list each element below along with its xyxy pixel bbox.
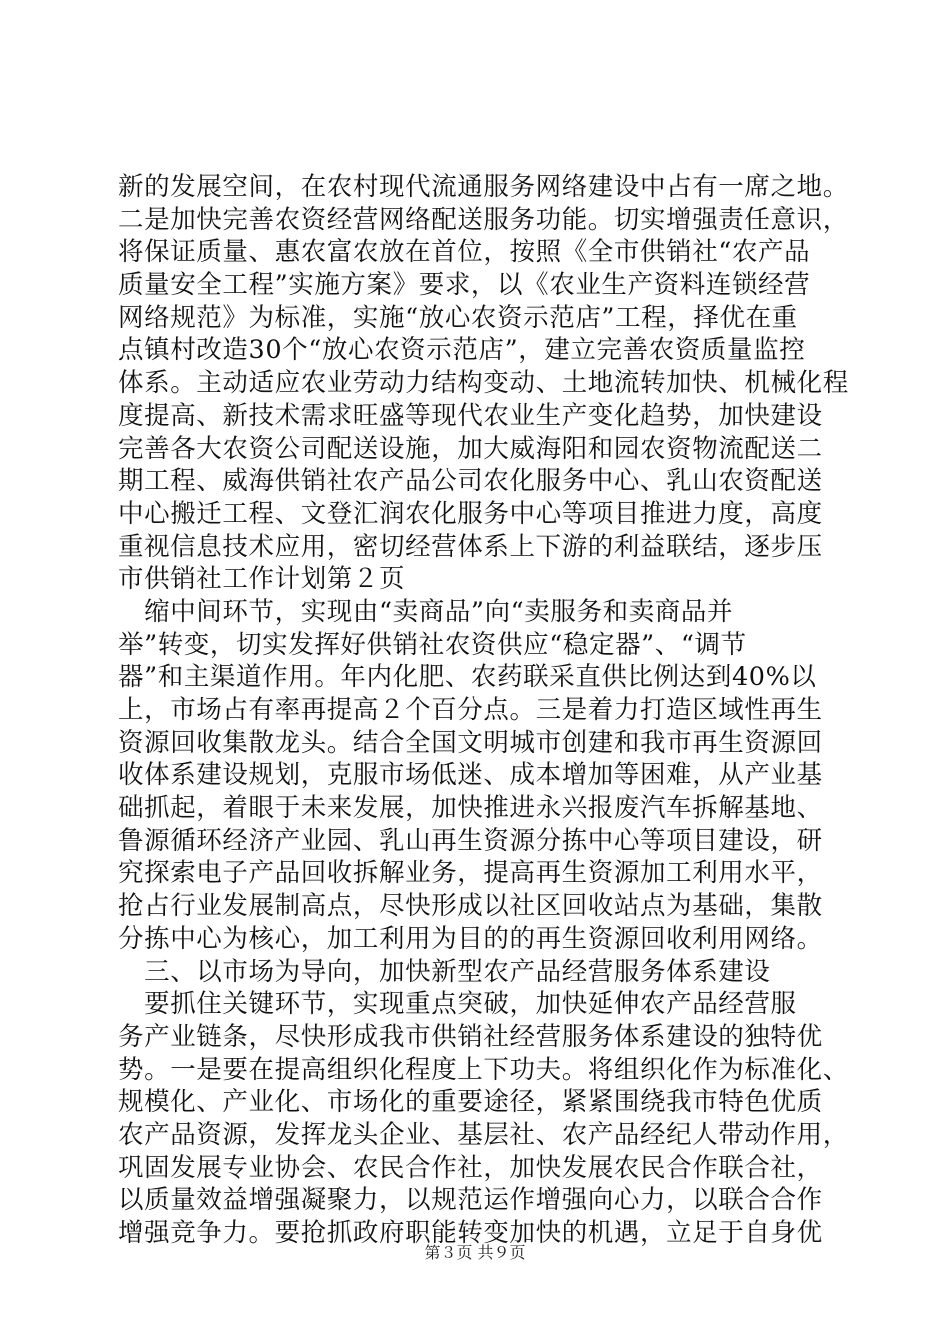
text-line: 点镇村改造30个“放心农资示范店”，建立完善农资质量监控 (118, 335, 806, 366)
text-line: 资源回收集散龙头。结合全国文明城市创建和我市再生资源回 (118, 727, 823, 758)
text-line: 务产业链条，尽快形成我市供销社经营服务体系建设的独特优 (118, 1021, 823, 1052)
text-line: 中心搬迁工程、文登汇润农化服务中心等项目推进力度，高度 (118, 498, 823, 529)
document-body (118, 171, 848, 1250)
text-line: 抢占行业发展制高点，尽快形成以社区回收站点为基础，集散 (118, 891, 823, 922)
text-line: 质量安全工程”实施方案》要求，以《农业生产资料连锁经营 (118, 270, 811, 301)
text-line: 举”转变，切实发挥好供销社农资供应“稳定器”、“调节 (118, 629, 747, 660)
text-line: 础抓起，着眼于未来发展，加快推进永兴报废汽车拆解基地、 (118, 793, 823, 824)
text-line: 鲁源循环经济产业园、乳山再生资源分拣中心等项目建设，研 (118, 825, 823, 856)
text-line: 缩中间环节，实现由“卖商品”向“卖服务和卖商品并 (118, 596, 734, 627)
text-line: 三、以市场为导向，加快新型农产品经营服务体系建设 (118, 956, 771, 987)
text-line: 器”和主渠道作用。年内化肥、农药联采直供比例达到40%以 (118, 662, 817, 693)
text-line: 上，市场占有率再提高２个百分点。三是着力打造区域性再生 (118, 695, 823, 725)
text-line: 巩固发展专业协会、农民合作社，加快发展农民合作联合社， (118, 1152, 823, 1183)
text-line: 将保证质量、惠农富农放在首位，按照《全市供销社“农产品 (118, 237, 811, 268)
text-line: 度提高、新技术需求旺盛等现代农业生产变化趋势，加快建设 (118, 400, 823, 431)
text-line: 要抓住关键环节，实现重点突破，加快延伸农产品经营服 (118, 989, 797, 1020)
text-line: 分拣中心为核心，加工利用为目的的再生资源回收利用网络。 (118, 923, 823, 954)
text-line: 期工程、威海供销社农产品公司农化服务中心、乳山农资配送 (118, 466, 823, 497)
text-line: 农产品资源，发挥龙头企业、基层社、农产品经纪人带动作用， (118, 1119, 849, 1150)
text-line: 二是加快完善农资经营网络配送服务功能。切实增强责任意识， (118, 204, 849, 235)
text-line: 究探索电子产品回收拆解业务，提高再生资源加工利用水平， (118, 858, 823, 889)
text-line: 势。一是要在提高组织化程度上下功夫。将组织化作为标准化、 (118, 1054, 849, 1085)
text-line: 收体系建设规划，克服市场低迷、成本增加等困难，从产业基 (118, 760, 823, 791)
text-line: 市供销社工作计划第２页 (118, 564, 406, 595)
text-line: 规模化、产业化、市场化的重要途径，紧紧围绕我市特色优质 (118, 1087, 823, 1118)
text-line: 网络规范》为标准，实施“放心农资示范店”工程，择优在重 (118, 302, 798, 333)
text-line: 以质量效益增强凝聚力，以规范运作增强向心力，以联合合作 (118, 1185, 823, 1216)
page-footer: 第３页 共９页 (424, 1243, 526, 1262)
text-line: 体系。主动适应农业劳动力结构变动、土地流转加快、机械化程 (118, 368, 849, 399)
text-line: 增强竞争力。要抢抓政府职能转变加快的机遇，立足于自身优 (118, 1218, 823, 1248)
text-line: 重视信息技术应用，密切经营体系上下游的利益联结，逐步压 (118, 531, 823, 562)
text-line: 完善各大农资公司配送设施，加大威海阳和园农资物流配送二 (118, 433, 823, 464)
text-line: 新的发展空间，在农村现代流通服务网络建设中占有一席之地。 (118, 172, 849, 202)
